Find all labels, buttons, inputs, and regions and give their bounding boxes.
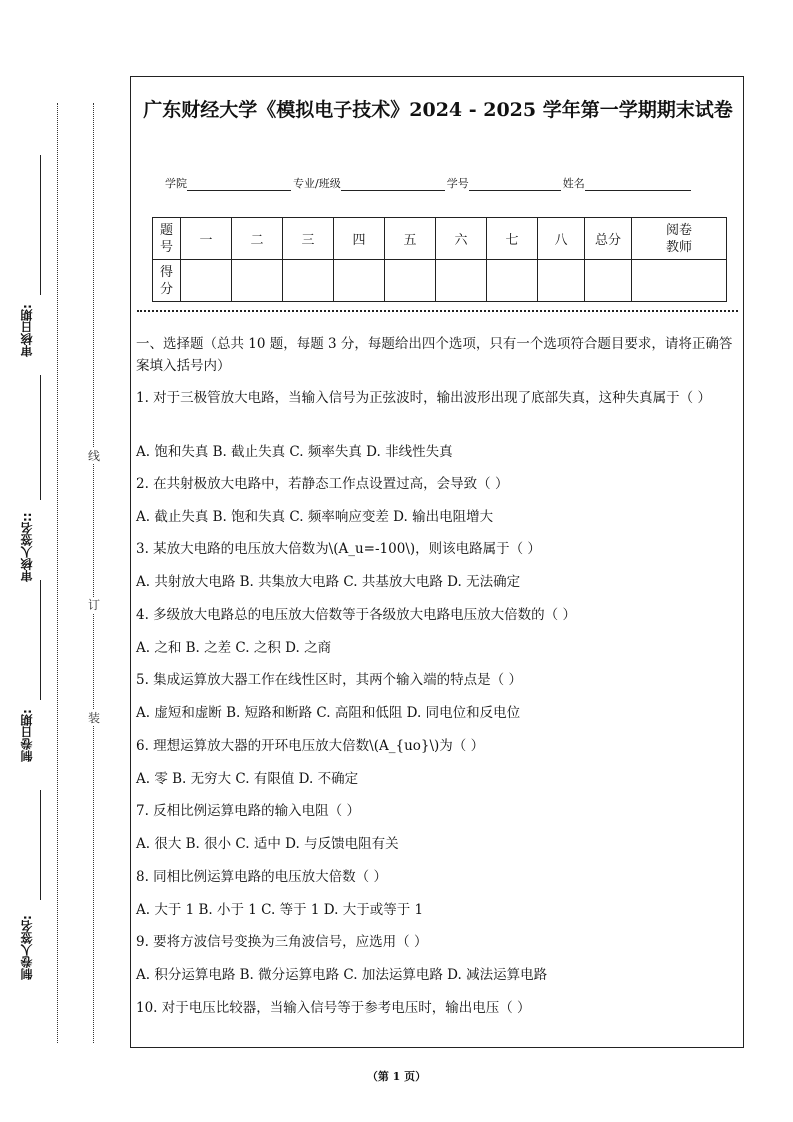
col-header: 六 bbox=[436, 218, 487, 260]
reviewer-signature-label: 审核人签名:: bbox=[20, 512, 34, 583]
col-header: 八 bbox=[538, 218, 585, 260]
student-id-label: 学号 bbox=[446, 177, 469, 190]
section-heading: 一、选择题（总共 10 题，每题 3 分，每题给出四个选项，只有一个选项符合题目要求，请将正确答案填入括号内） bbox=[136, 336, 733, 374]
paper-maker-signature-label: 制卷人签名: bbox=[20, 915, 34, 980]
score-header-cell bbox=[153, 218, 181, 260]
question-5-stem: 5. 集成运算放大器工作在线性区时，其两个输入端的特点是（ ） bbox=[136, 672, 522, 688]
review-date-label: 审核日期: bbox=[20, 304, 34, 358]
score-row-head bbox=[153, 260, 181, 302]
score-char-1: 得 bbox=[159, 264, 173, 280]
question-1-options: A. 饱和失真 B. 截止失真 C. 频率失真 D. 非线性失真 bbox=[136, 444, 453, 460]
score-cell[interactable] bbox=[487, 260, 538, 302]
teacher-line-1: 阅卷 bbox=[665, 222, 692, 238]
question-3-options: A. 共射放大电路 B. 共集放大电路 C. 共基放大电路 D. 无法确定 bbox=[136, 574, 521, 590]
binding-mark-xian: 线 bbox=[87, 449, 100, 463]
question-7-stem: 7. 反相比例运算电路的输入电阻（ ） bbox=[136, 803, 360, 819]
question-4-options: A. 之和 B. 之差 C. 之积 D. 之商 bbox=[136, 640, 332, 656]
question-8-stem: 8. 同相比例运算电路的电压放大倍数（ ） bbox=[136, 869, 387, 885]
paper-maker-signature-line bbox=[40, 790, 41, 900]
question-10-stem: 10. 对于电压比较器，当输入信号等于参考电压时，输出电压（ ） bbox=[136, 1000, 531, 1016]
paper-date-label: 制卷日期: bbox=[20, 709, 34, 763]
question-5-options: A. 虚短和虚断 B. 短路和断路 C. 高阻和低阻 D. 同电位和反电位 bbox=[136, 705, 521, 721]
col-header-total: 总分 bbox=[585, 218, 632, 260]
college-label: 学院 bbox=[165, 177, 187, 190]
col-header: 三 bbox=[283, 218, 334, 260]
col-header: 一 bbox=[181, 218, 232, 260]
exam-frame bbox=[130, 76, 744, 1048]
question-2-stem: 2. 在共射极放大电路中，若静态工作点设置过高，会导致（ ） bbox=[136, 476, 509, 492]
question-3-stem: 3. 某放大电路的电压放大倍数为\(A_u=-100\)，则该电路属于（ ） bbox=[136, 541, 541, 557]
question-7-options: A. 很大 B. 很小 C. 适中 D. 与反馈电阻有关 bbox=[136, 836, 399, 852]
col-header: 二 bbox=[232, 218, 283, 260]
col-header-teacher bbox=[632, 218, 727, 260]
score-cell[interactable] bbox=[181, 260, 232, 302]
college-field[interactable] bbox=[187, 178, 291, 191]
student-id-field[interactable] bbox=[469, 178, 561, 191]
exam-title: 广东财经大学《模拟电子技术》2024 - 2025 学年第一学期期末试卷 bbox=[143, 99, 733, 121]
question-9-stem: 9. 要将方波信号变换为三角波信号，应选用（ ） bbox=[136, 934, 428, 950]
paper-date-line bbox=[40, 580, 41, 700]
major-class-field[interactable] bbox=[341, 178, 445, 191]
score-cell-teacher[interactable] bbox=[632, 260, 727, 302]
score-cell[interactable] bbox=[334, 260, 385, 302]
question-8-options: A. 大于 1 B. 小于 1 C. 等于 1 D. 大于或等于 1 bbox=[136, 902, 424, 918]
score-cell[interactable] bbox=[538, 260, 585, 302]
reviewer-signature-line bbox=[40, 375, 41, 500]
col-header: 四 bbox=[334, 218, 385, 260]
major-class-label: 专业/班级 bbox=[293, 177, 341, 190]
binding-line-inner bbox=[93, 103, 94, 1043]
col-header: 七 bbox=[487, 218, 538, 260]
review-date-line bbox=[40, 155, 41, 295]
question-2-options: A. 截止失真 B. 饱和失真 C. 频率响应变差 D. 输出电阻增大 bbox=[136, 509, 494, 525]
student-info-line bbox=[165, 175, 693, 191]
question-6-stem: 6. 理想运算放大器的开环电压放大倍数\(A_{uo}\)为（ ） bbox=[136, 738, 485, 754]
score-cell-total[interactable] bbox=[585, 260, 632, 302]
question-9-options: A. 积分运算电路 B. 微分运算电路 C. 加法运算电路 D. 减法运算电路 bbox=[136, 967, 548, 983]
question-6-options: A. 零 B. 无穷大 C. 有限值 D. 不确定 bbox=[136, 771, 359, 787]
binding-mark-zhuang: 装 bbox=[87, 711, 100, 725]
score-cell[interactable] bbox=[283, 260, 334, 302]
question-4-stem: 4. 多级放大电路总的电压放大倍数等于各级放大电路电压放大倍数的（ ） bbox=[136, 607, 576, 623]
score-cell[interactable] bbox=[436, 260, 487, 302]
dotted-separator bbox=[137, 310, 738, 312]
name-label: 姓名 bbox=[562, 177, 585, 190]
question-1-stem: 1. 对于三极管放大电路，当输入信号为正弦波时，输出波形出现了底部失真，这种失真属于（ ） bbox=[136, 390, 711, 406]
score-char-2: 分 bbox=[159, 281, 173, 297]
header-char-2: 号 bbox=[159, 239, 173, 255]
score-cell[interactable] bbox=[385, 260, 436, 302]
binding-mark-ding: 订 bbox=[87, 598, 100, 612]
teacher-line-2: 教师 bbox=[665, 239, 692, 255]
col-header: 五 bbox=[385, 218, 436, 260]
header-char-1: 题 bbox=[159, 222, 173, 238]
page-number: （第 1 页） bbox=[366, 1070, 427, 1083]
score-cell[interactable] bbox=[232, 260, 283, 302]
name-field[interactable] bbox=[585, 178, 691, 191]
score-table bbox=[152, 217, 727, 302]
